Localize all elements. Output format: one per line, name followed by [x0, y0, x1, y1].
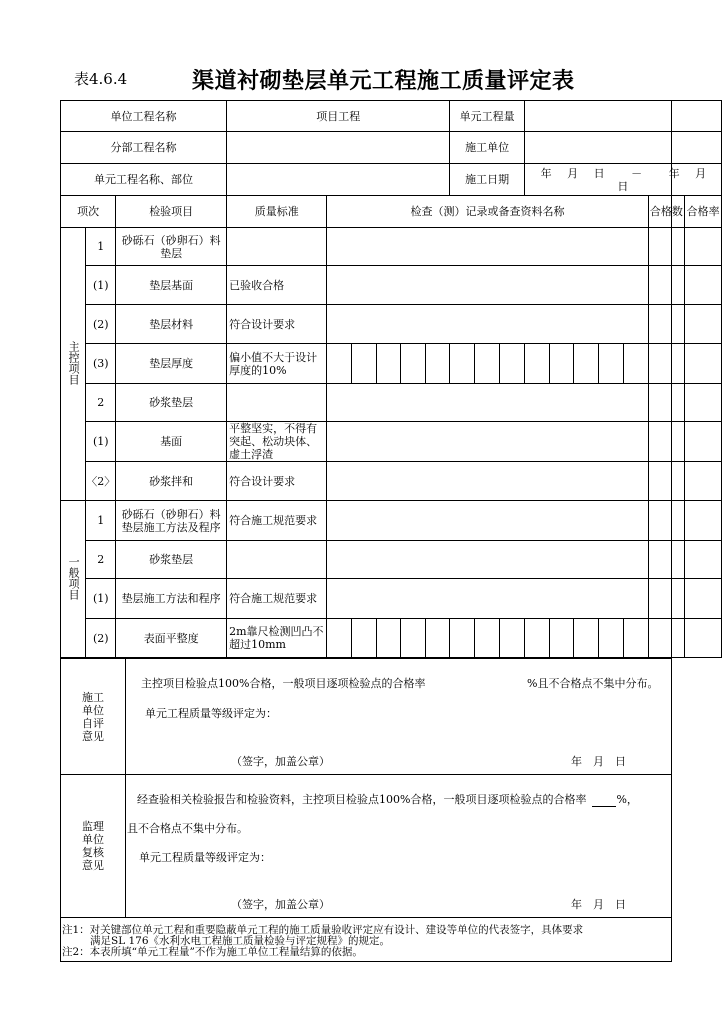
element-name-label: 单元工程名称、部位 [61, 164, 227, 196]
item-no: 1 [86, 501, 116, 541]
pass-rate-cell[interactable] [685, 422, 722, 462]
supervisor-line1-end: %， [616, 793, 638, 806]
item-no: 2 [86, 384, 116, 422]
date-dash: － [631, 166, 643, 180]
date-month-2: 月 [695, 166, 707, 180]
unit-project-name-label: 单位工程名称 [61, 101, 227, 132]
supervisor-label: 监理单位复核意见 [82, 820, 104, 872]
page-title: 渠道衬砌垫层单元工程施工质量评定表 [192, 69, 575, 94]
inspection-item: 垫层材料 [116, 305, 227, 344]
col-pass-count: 合格数 [648, 196, 685, 228]
unit-quantity-label: 单元工程量 [450, 101, 524, 132]
pass-rate-cell[interactable] [685, 501, 722, 541]
self-eval-grade: 单元工程质量等级评定为： [145, 707, 277, 720]
date-month-1: 月 [567, 166, 579, 180]
note-1: 注1：对关键部位单元工程和重要隐蔽单元工程的施工质量验收评定应有设计、建设等单位的代表签字，具体要求 [62, 924, 584, 936]
construction-date-label: 施工日期 [450, 164, 524, 196]
main-group-label: 主控项目 [61, 228, 86, 501]
item-no: (2) [86, 619, 116, 658]
pass-rate-cell[interactable] [685, 228, 722, 266]
date-day-2: 日 [617, 179, 629, 193]
self-eval-sign: （签字，加盖公章） [231, 755, 330, 768]
item-no: (2) [86, 305, 116, 344]
date-year-1: 年 [540, 166, 552, 180]
inspection-item: 垫层厚度 [116, 344, 227, 384]
self-eval-label: 施工单位自评意见 [82, 690, 104, 743]
self-eval-line1: 主控项目检验点100%合格，一般项目逐项检验点的合格率 [141, 677, 426, 690]
quality-standard: 符合设计要求 [227, 462, 327, 501]
item-no: (1) [86, 579, 116, 619]
pass-rate-cell[interactable] [685, 344, 722, 384]
quality-standard: 偏小值不大于设计厚度的10% [227, 344, 327, 384]
construction-unit-label: 施工单位 [450, 132, 524, 164]
date-year-2: 年 [668, 166, 680, 180]
quality-standard: 平整坚实，不得有突起、松动块体、虚土浮渣 [227, 422, 327, 462]
item-no: 2 [86, 541, 116, 579]
inspection-item: 砂浆垫层 [116, 384, 227, 422]
inspection-item: 表面平整度 [116, 619, 227, 658]
pass-rate-cell[interactable] [685, 305, 722, 344]
item-no: 〈2〉 [86, 462, 116, 501]
item-no: (1) [86, 422, 116, 462]
inspection-item: 砂浆拌和 [116, 462, 227, 501]
sub-project-name-label: 分部工程名称 [61, 132, 227, 164]
item-no: (1) [86, 266, 116, 305]
col-pass-rate: 合格率 [685, 196, 722, 228]
supervisor-sign: （签字，加盖公章） [231, 898, 330, 911]
col-inspection-item: 检验项目 [116, 196, 227, 228]
pass-rate-cell[interactable] [685, 384, 722, 422]
self-eval-line1-end: %且不合格点不集中分布。 [527, 677, 659, 690]
col-records: 检查（测）记录或备查资料名称 [327, 196, 648, 228]
pass-rate-cell[interactable] [685, 541, 722, 579]
pass-rate-cell[interactable] [685, 619, 722, 658]
inspection-item: 垫层施工方法和程序 [116, 579, 227, 619]
inspection-item: 砂浆垫层 [116, 541, 227, 579]
item-no: (3) [86, 344, 116, 384]
note-2: 注2：本表所填“单元工程量”不作为施工单位工程量结算的依据。 [62, 946, 363, 958]
date-day-1: 日 [593, 166, 605, 180]
quality-standard: 符合施工规范要求 [227, 579, 327, 619]
table-number: 表4.6.4 [74, 70, 128, 88]
outer-frame [60, 100, 672, 962]
item-no: 1 [86, 228, 116, 266]
quality-standard: 符合施工规范要求 [227, 501, 327, 541]
inspection-item: 砂砾石（砂卵石）料垫层 [116, 228, 227, 266]
supervisor-date: 年 月 日 [571, 898, 626, 911]
self-eval-date: 年 月 日 [571, 755, 626, 768]
supervisor-line1: 经查验相关检验报告和检验资料，主控项目检验点100%合格，一般项目逐项检验点的合格率 [137, 793, 587, 806]
inspection-item: 垫层基面 [116, 266, 227, 305]
supervisor-line2: 且不合格点不集中分布。 [127, 822, 248, 835]
pass-rate-cell[interactable] [685, 579, 722, 619]
inspection-item: 砂砾石（砂卵石）料垫层施工方法及程序 [116, 501, 227, 541]
general-group-label: 一般项目 [61, 501, 86, 658]
pass-rate-cell[interactable] [685, 462, 722, 501]
quality-standard: 已验收合格 [227, 266, 327, 305]
col-item-no: 项次 [61, 196, 116, 228]
unit-project-name-value[interactable]: 项目工程 [227, 101, 450, 132]
quality-standard: 2m靠尺检测凹凸不超过10mm [227, 619, 327, 658]
pass-rate-cell[interactable] [685, 266, 722, 305]
note-1-cont: 满足SL 176《水利水电工程施工质量检验与评定规程》的规定。 [90, 935, 391, 947]
supervisor-grade: 单元工程质量等级评定为： [139, 851, 271, 864]
inspection-item: 基面 [116, 422, 227, 462]
quality-standard: 符合设计要求 [227, 305, 327, 344]
col-quality-standard: 质量标准 [227, 196, 327, 228]
